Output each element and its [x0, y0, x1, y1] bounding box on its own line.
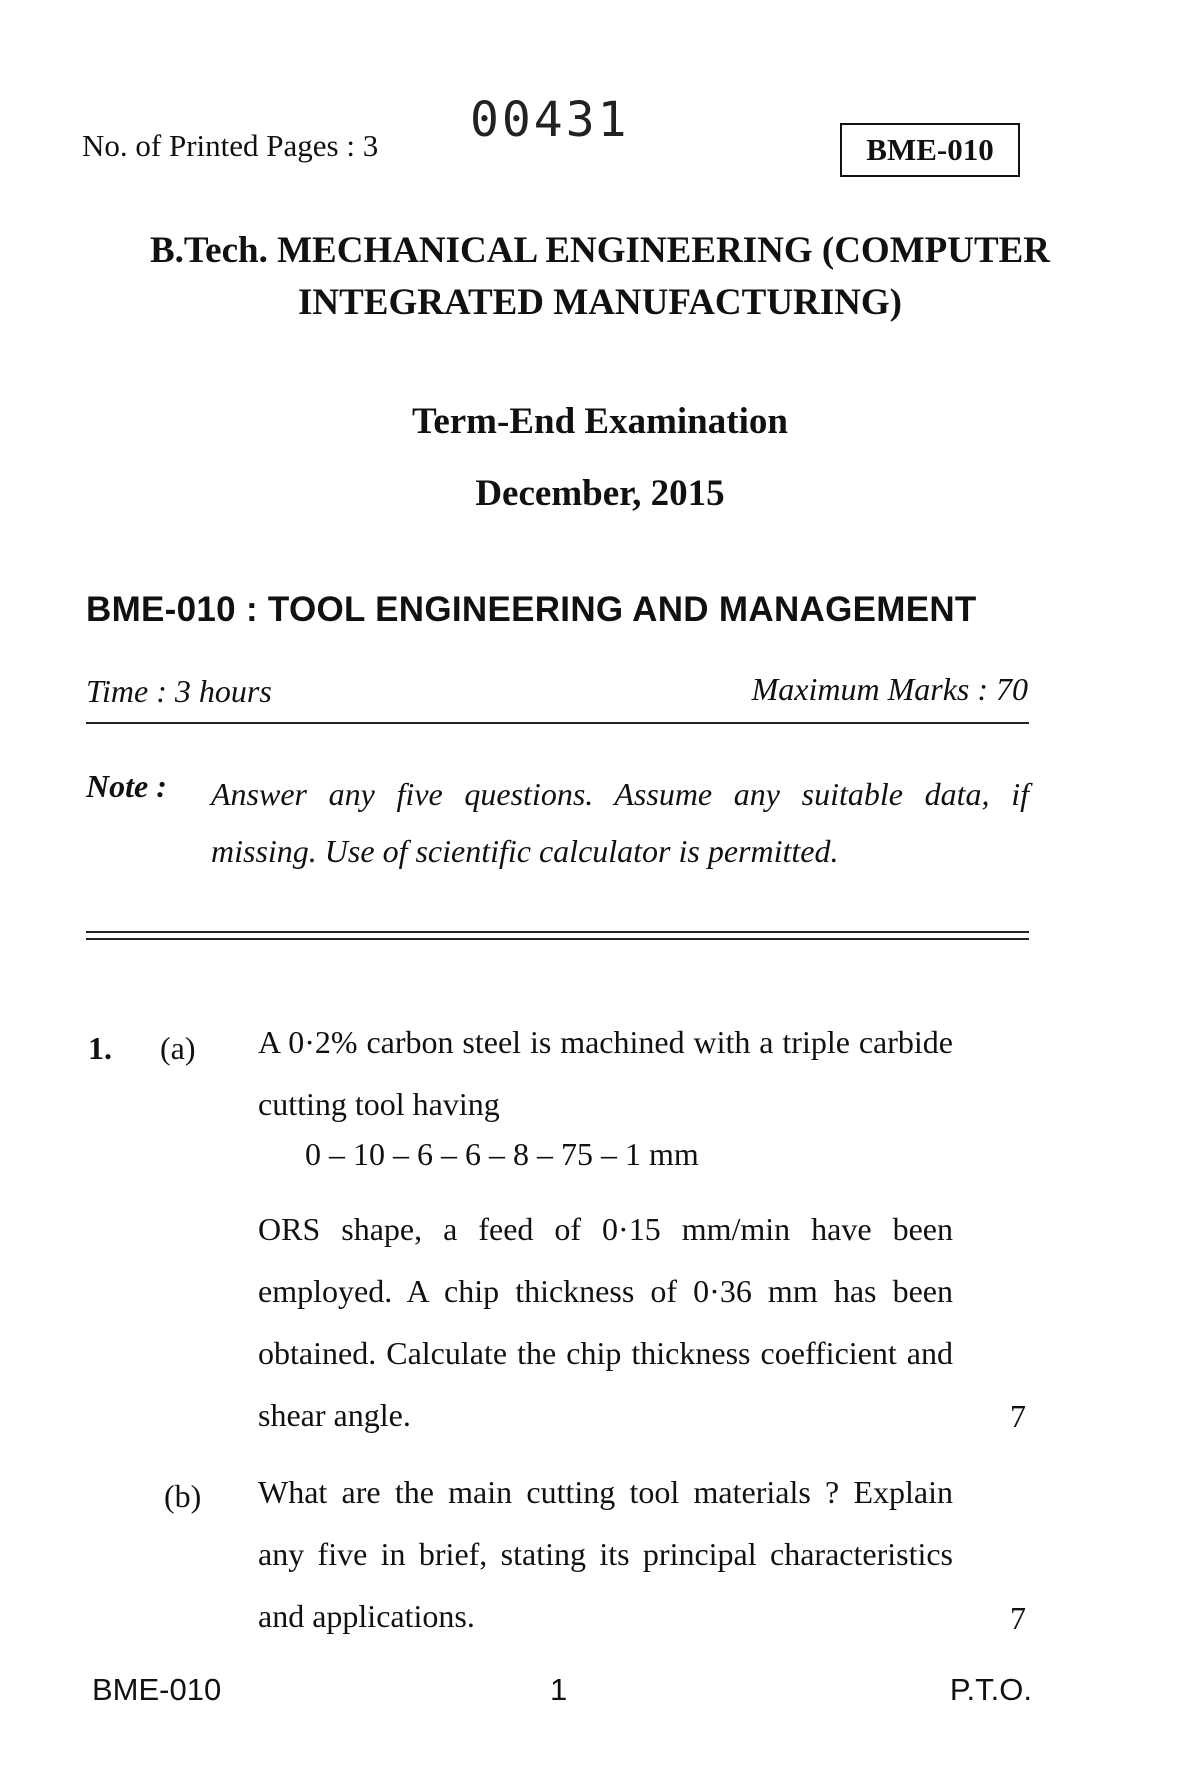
paper-code-box	[840, 123, 1020, 177]
double-divider-bottom	[86, 938, 1029, 940]
footer-page-number: 1	[550, 1672, 568, 1707]
question-number: 1.	[88, 1030, 112, 1066]
subquestion-a-text-body: ORS shape, a feed of 0·15 mm/min have been employed. A chip thickness of 0·36 mm has been obtained. Calculate the chip thickness coefficient and shear angle.	[258, 1211, 953, 1433]
footer-paper-code: BME-010	[92, 1672, 222, 1707]
subquestion-a-text-intro: A 0·2% carbon steel is machined with a triple carbide cutting tool having	[258, 1024, 953, 1122]
divider-line	[86, 722, 1029, 724]
subquestion-b-text: What are the main cutting tool materials ? Explain any five in brief, stating its principal characteristics and applications.	[258, 1474, 953, 1634]
subquestion-label-a: (a)	[160, 1030, 196, 1066]
footer-pto: P.T.O.	[949, 1672, 1032, 1707]
subquestion-label-b: (b)	[164, 1478, 202, 1514]
exam-date: December, 2015	[475, 473, 725, 514]
double-divider-top	[86, 931, 1029, 933]
course-title: BME-010 : TOOL ENGINEERING AND MANAGEMENT	[86, 590, 977, 629]
subquestion-b-marks: 7	[1010, 1600, 1026, 1636]
tool-signature-formula: 0 – 10 – 6 – 6 – 8 – 75 – 1 mm	[305, 1136, 699, 1172]
exam-duration: Time : 3 hours	[86, 673, 272, 709]
printed-pages-count: No. of Printed Pages : 3	[82, 128, 379, 163]
note-text: Answer any five questions. Assume any suitable data, if missing. Use of scientific calculator is permitted.	[211, 776, 1029, 869]
subquestion-a-marks: 7	[1010, 1398, 1026, 1434]
paper-code: BME-010	[866, 132, 994, 167]
note-label: Note :	[86, 768, 167, 804]
program-title: B.Tech. MECHANICAL ENGINEERING (COMPUTER INTEGRATED MANUFACTURING)	[149, 230, 1051, 323]
maximum-marks: Maximum Marks : 70	[751, 671, 1028, 707]
exam-name: Term-End Examination	[412, 401, 788, 442]
serial-number: 00431	[470, 92, 630, 148]
